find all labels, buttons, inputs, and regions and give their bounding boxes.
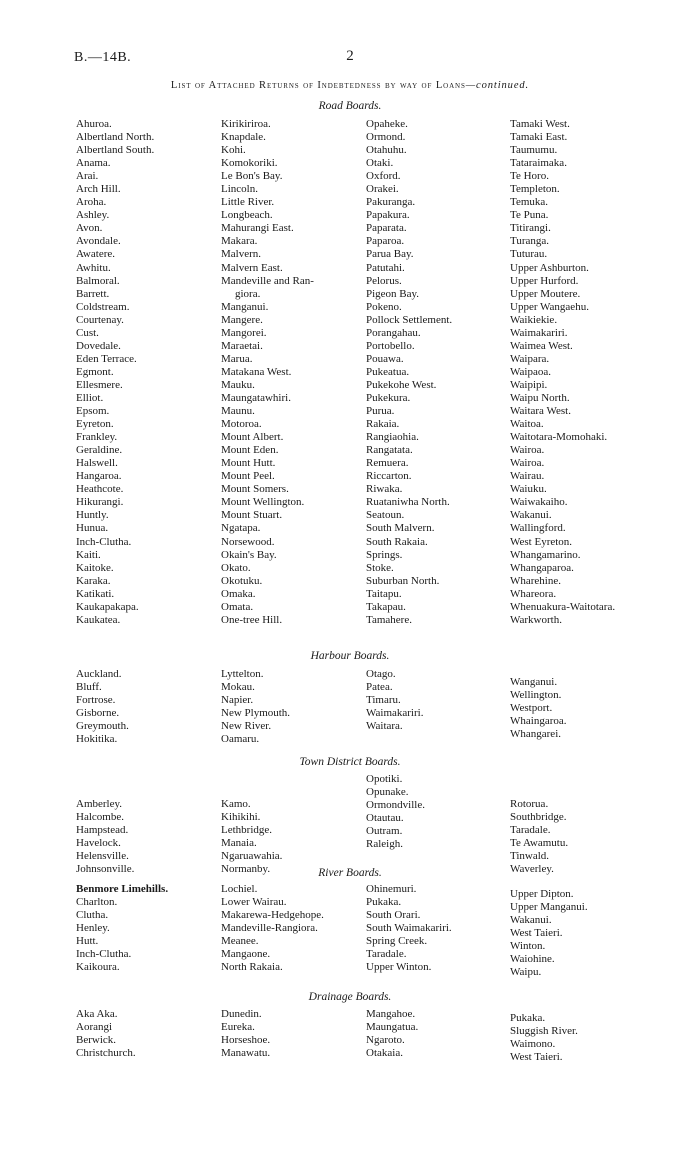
list-item: Waipu North. [510, 391, 570, 404]
list-item: Riccarton. [366, 470, 412, 483]
list-item: Avondale. [76, 235, 121, 248]
list-item: Aroha. [76, 196, 107, 209]
list-item: Normanby. [221, 863, 271, 876]
list-item: Awhitu. [76, 261, 111, 274]
list-item: Hikurangi. [76, 496, 124, 509]
list-item: Albertland South. [76, 144, 155, 157]
list-item: Spring Creek. [366, 935, 428, 948]
list-item: Frankley. [76, 431, 118, 444]
list-item: Tuturau. [510, 248, 548, 261]
list-item: South Rakaia. [366, 535, 428, 548]
list-item: Waitotara-Momohaki. [510, 431, 608, 444]
list-item: South Malvern. [366, 522, 435, 535]
river-col-2 [221, 883, 324, 974]
list-item: Winton. [510, 940, 546, 953]
list-item: Hangaroa. [76, 470, 122, 483]
list-item: Whenuakura-Waitotara. [510, 600, 616, 613]
list-item: Otahuhu. [366, 144, 407, 157]
list-item: Pokeno. [366, 300, 402, 313]
list-item: Halswell. [76, 457, 118, 470]
list-item: Waikiekie. [510, 313, 558, 326]
list-item: Upper Hurford. [510, 274, 579, 287]
list-item: Aka Aka. [76, 1008, 118, 1020]
list-item: Pukaka. [366, 896, 402, 909]
list-item: Maunu. [221, 405, 255, 418]
list-item: Halcombe. [76, 811, 124, 824]
list-item: Berwick. [76, 1034, 117, 1047]
list-item: Ellesmere. [76, 378, 123, 391]
list-item: Kamo. [221, 798, 251, 810]
list-item: Heathcote. [76, 483, 124, 496]
list-item: Waimakariri. [510, 326, 568, 339]
list-item: Upper Manganui. [510, 901, 588, 914]
list-item: Makara. [221, 235, 258, 248]
list-item: Mauku. [221, 378, 255, 391]
list-item: Omaka. [221, 587, 256, 600]
harbour-col-1 [76, 668, 129, 746]
list-item: Takapau. [366, 600, 406, 613]
list-item: Mokau. [221, 681, 255, 694]
list-item: Opotiki. [366, 773, 403, 785]
list-item: Eureka. [221, 1021, 255, 1034]
list-item: Kaitoke. [76, 561, 114, 574]
list-item: Tamahere. [366, 613, 412, 626]
list-item: Waimakariri. [366, 707, 424, 720]
list-item: Whangarei. [510, 728, 561, 741]
list-item: Karaka. [76, 574, 111, 587]
list-item: Mandeville-Rangiora. [221, 922, 318, 935]
section-town-district-boards [0, 754, 700, 770]
list-item: Komokoriki. [221, 157, 278, 170]
list-item: Mahurangi East. [221, 222, 294, 235]
list-item: Waipipi. [510, 378, 548, 391]
list-item: Upper Winton. [366, 961, 432, 974]
list-item: Westport. [510, 702, 553, 715]
list-item: Mangorei. [221, 326, 267, 339]
list-item: Henley. [76, 922, 110, 935]
list-item: Arch Hill. [76, 183, 121, 196]
list-item: Rangiaohia. [366, 431, 419, 444]
list-item: Anama. [76, 157, 111, 170]
list-item: Kirikiriroa. [221, 118, 271, 130]
list-item: Wakanui. [510, 914, 552, 927]
section-title: Town District Boards. [299, 756, 401, 768]
list-item: Stoke. [366, 561, 394, 574]
list-item: giora. [235, 287, 261, 300]
list-item: Waitara West. [510, 405, 571, 418]
list-item: Mount Peel. [221, 470, 275, 483]
harbour-col-4 [510, 676, 567, 741]
list-item: Taradale. [510, 824, 551, 837]
list-item: Albertland North. [76, 131, 155, 144]
list-item: Waimono. [510, 1038, 556, 1051]
list-item: Kaukatea. [76, 613, 121, 626]
list-item: Fortrose. [76, 694, 116, 707]
list-item: Charlton. [76, 896, 118, 909]
river-col-4 [510, 888, 588, 979]
list-item: Okain's Bay. [221, 548, 277, 561]
page-title [0, 80, 700, 91]
list-item: Manawatu. [221, 1047, 271, 1060]
title-continued: —continued. [465, 80, 530, 91]
list-item: Mangere. [221, 313, 263, 326]
list-item: Okotuku. [221, 574, 263, 587]
list-item: New Plymouth. [221, 707, 291, 720]
list-item: Otago. [366, 668, 396, 680]
list-item: Le Bon's Bay. [221, 170, 283, 183]
list-item: Malvern East. [221, 261, 283, 274]
road-col-4 [510, 118, 615, 627]
section-title: Drainage Boards. [308, 991, 392, 1003]
list-item: Temuka. [510, 196, 549, 209]
list-item: Geraldine. [76, 444, 123, 457]
list-item: Upper Moutere. [510, 287, 581, 300]
list-item: Motoroa. [221, 418, 262, 431]
drainage-col-4 [510, 1012, 578, 1064]
list-item: Paparoa. [366, 235, 405, 248]
section-harbour-boards [0, 648, 700, 664]
list-item: Taumumu. [510, 144, 558, 157]
list-item: Tamaki East. [510, 131, 568, 144]
list-item: Opunake. [366, 786, 409, 799]
list-item: Te Puna. [510, 209, 549, 222]
list-item: Pakuranga. [366, 196, 416, 209]
list-item: Pukeatua. [366, 365, 410, 378]
list-item: Manaia. [221, 837, 257, 850]
list-item: Coldstream. [76, 300, 130, 313]
list-item: Napier. [221, 694, 254, 707]
list-item: Maungatawhiri. [221, 391, 291, 404]
list-item: Upper Ashburton. [510, 261, 589, 274]
list-item: Waiohine. [510, 953, 555, 966]
list-item: Te Horo. [510, 170, 549, 183]
list-item: Seatoun. [366, 509, 405, 522]
list-item: Inch-Clutha. [76, 535, 132, 548]
list-item: Dovedale. [76, 339, 121, 352]
list-item: Oxford. [366, 170, 401, 183]
section-title: River Boards. [318, 867, 382, 879]
list-item: Elliot. [76, 391, 104, 404]
list-item: Raleigh. [366, 838, 403, 851]
document-reference: B.—14B. [74, 50, 132, 65]
list-item: New River. [221, 720, 272, 733]
list-item: Kaikoura. [76, 961, 120, 974]
list-item: Whaingaroa. [510, 715, 567, 728]
list-item: Ohinemuri. [366, 883, 417, 895]
list-item: Christchurch. [76, 1047, 136, 1060]
list-item: Wairau. [510, 470, 545, 483]
list-item: Hampstead. [76, 824, 129, 837]
list-item: Portobello. [366, 339, 415, 352]
drainage-col-3 [366, 1008, 418, 1060]
list-item: Horseshoe. [221, 1034, 271, 1047]
list-item: Warkworth. [510, 613, 562, 626]
list-item: Bluff. [76, 681, 102, 694]
list-item: Tataraimaka. [510, 157, 567, 170]
list-item: Mount Eden. [221, 444, 279, 457]
list-item: Te Awamutu. [510, 837, 569, 850]
list-item: Mangahoe. [366, 1008, 416, 1020]
list-item: Pouawa. [366, 352, 404, 365]
section-river-boards [0, 865, 700, 881]
list-item: Amberley. [76, 798, 123, 810]
list-item: Dunedin. [221, 1008, 262, 1020]
list-item: Avon. [76, 222, 103, 235]
list-item: Titirangi. [510, 222, 551, 235]
list-item: Rotorua. [510, 798, 549, 810]
list-item: Pigeon Bay. [366, 287, 420, 300]
road-col-3 [366, 118, 452, 627]
list-item: Lyttelton. [221, 668, 264, 680]
list-item: Upper Wangaehu. [510, 300, 589, 313]
list-item: Mount Wellington. [221, 496, 305, 509]
list-item: Wakanui. [510, 509, 552, 522]
list-item: Otakaia. [366, 1047, 403, 1060]
list-item: Awatere. [76, 248, 115, 261]
harbour-col-2 [221, 668, 290, 746]
list-item: Wanganui. [510, 676, 558, 688]
list-item: Eden Terrace. [76, 352, 137, 365]
list-item: Mount Hutt. [221, 457, 276, 470]
list-item: Sluggish River. [510, 1025, 578, 1038]
list-item: Malvern. [221, 248, 262, 261]
list-item: Wallingford. [510, 522, 566, 535]
list-item: Wairoa. [510, 457, 545, 470]
list-item: North Rakaia. [221, 961, 283, 974]
list-item: Timaru. [366, 694, 401, 707]
list-item: Rakaia. [366, 418, 400, 431]
list-item: Hutt. [76, 935, 99, 948]
list-item: Paparata. [366, 222, 407, 235]
section-title: Road Boards. [318, 100, 382, 112]
list-item: Waitara. [366, 720, 403, 733]
section-road-boards [0, 98, 700, 114]
list-item: Egmont. [76, 365, 114, 378]
list-item: West Eyreton. [510, 535, 573, 548]
section-drainage-boards [0, 989, 700, 1005]
list-item: Matakana West. [221, 365, 292, 378]
list-item: Opaheke. [366, 118, 408, 130]
list-item: Remuera. [366, 457, 409, 470]
list-item: Courtenay. [76, 313, 124, 326]
list-item: Ahuroa. [76, 118, 112, 130]
list-item: Omata. [221, 600, 254, 613]
list-item: Whangamarino. [510, 548, 581, 561]
list-item: Otautau. [366, 812, 404, 825]
list-item: South Orari. [366, 909, 421, 922]
list-item: Purua. [366, 405, 395, 418]
list-item: Whareora. [510, 587, 557, 600]
list-item: One-tree Hill. [221, 613, 283, 626]
list-item: Arai. [76, 170, 99, 183]
list-item: Epsom. [76, 405, 110, 418]
list-item: Templeton. [510, 183, 560, 196]
list-item: Inch-Clutha. [76, 948, 132, 961]
river-col-1 [76, 883, 168, 974]
list-item: Eyreton. [76, 418, 114, 431]
list-item: South Waimakariri. [366, 922, 452, 935]
list-item: Porangahau. [366, 326, 421, 339]
list-item: Hokitika. [76, 733, 118, 746]
road-col-1 [76, 118, 154, 627]
list-item: Ashley. [76, 209, 110, 222]
list-item: Wellington. [510, 689, 562, 702]
list-item: Ngaruawahia. [221, 850, 283, 863]
list-item: Pukekura. [366, 391, 411, 404]
list-item: Kihikihi. [221, 811, 261, 824]
list-item: Taradale. [366, 948, 407, 961]
list-item: Waitoa. [510, 418, 544, 431]
list-item: Waipu. [510, 966, 542, 979]
list-item: Upper Dipton. [510, 888, 574, 900]
list-item: Whangaparoa. [510, 561, 574, 574]
list-item: Barrett. [76, 287, 110, 300]
list-item: Outram. [366, 825, 403, 838]
list-item: Gisborne. [76, 707, 120, 720]
list-item: Waipaoa. [510, 365, 551, 378]
list-item: Havelock. [76, 837, 121, 850]
list-item: Helensville. [76, 850, 129, 863]
list-item: Riwaka. [366, 483, 403, 496]
list-item: Ruataniwha North. [366, 496, 450, 509]
list-item: Aorangi [76, 1021, 113, 1034]
list-item: Springs. [366, 548, 403, 561]
town-col-3 [366, 773, 425, 851]
list-item: Hunua. [76, 522, 109, 535]
list-item: Papakura. [366, 209, 410, 222]
list-item: West Taieri. [510, 1051, 563, 1064]
list-item: Waiwakaiho. [510, 496, 568, 509]
list-item: Pelorus. [366, 274, 402, 287]
list-item: Mount Stuart. [221, 509, 283, 522]
list-item: Benmore Limehills. [76, 883, 169, 895]
list-item: Mount Albert. [221, 431, 284, 444]
list-item: Otaki. [366, 157, 394, 170]
list-item: Waverley. [510, 863, 554, 876]
list-item: Oamaru. [221, 733, 260, 746]
list-item: Suburban North. [366, 574, 440, 587]
list-item: Taitapu. [366, 587, 402, 600]
list-item: Kaukapakapa. [76, 600, 139, 613]
list-item: Maraetai. [221, 339, 263, 352]
list-item: Tamaki West. [510, 118, 570, 130]
list-item: Meanee. [221, 935, 259, 948]
list-item: Parua Bay. [366, 248, 414, 261]
road-col-2 [221, 118, 314, 627]
list-item: Pukaka. [510, 1012, 546, 1024]
river-col-3 [366, 883, 452, 974]
list-item: Mandeville and Ran- [221, 274, 314, 287]
list-item: Lincoln. [221, 183, 258, 196]
list-item: Patutahi. [366, 261, 405, 274]
list-item: Greymouth. [76, 720, 129, 733]
list-item: Lethbridge. [221, 824, 273, 837]
list-item: Lochiel. [221, 883, 258, 895]
list-item: Katikati. [76, 587, 115, 600]
harbour-col-3 [366, 668, 423, 733]
list-item: Ormond. [366, 131, 406, 144]
list-item: Balmoral. [76, 274, 120, 287]
list-item: Ormondville. [366, 799, 425, 812]
list-item: Kaiti. [76, 548, 101, 561]
list-item: Longbeach. [221, 209, 273, 222]
list-item: Orakei. [366, 183, 399, 196]
list-item: Maungatua. [366, 1021, 419, 1034]
list-item: Auckland. [76, 668, 122, 680]
list-item: Lower Wairau. [221, 896, 287, 909]
list-item: West Taieri. [510, 927, 563, 940]
list-item: Clutha. [76, 909, 109, 922]
list-item: Manganui. [221, 300, 269, 313]
list-item: Wharehine. [510, 574, 561, 587]
list-item: Ngaroto. [366, 1034, 405, 1047]
list-item: Makarewa-Hedgehope. [221, 909, 324, 922]
list-item: Turanga. [510, 235, 550, 248]
drainage-col-2 [221, 1008, 270, 1060]
list-item: Mount Somers. [221, 483, 289, 496]
drainage-col-1 [76, 1008, 136, 1060]
list-item: Ngatapa. [221, 522, 261, 535]
list-item: Pollock Settlement. [366, 313, 453, 326]
list-item: Okato. [221, 561, 251, 574]
list-item: Marua. [221, 352, 253, 365]
list-item: Waipara. [510, 352, 550, 365]
list-item: Johnsonville. [76, 863, 135, 876]
list-item: Kohi. [221, 144, 246, 157]
list-item: Cust. [76, 326, 99, 339]
list-item: Rangatata. [366, 444, 413, 457]
list-item: Wairoa. [510, 444, 545, 457]
list-item: Huntly. [76, 509, 109, 522]
list-item: Waimea West. [510, 339, 573, 352]
list-item: Southbridge. [510, 811, 567, 824]
list-item: Patea. [366, 681, 393, 694]
section-title: Harbour Boards. [310, 650, 390, 662]
list-item: Little River. [221, 196, 275, 209]
list-item: Knapdale. [221, 131, 266, 144]
page-number: 2 [346, 48, 354, 64]
list-item: Pukekohe West. [366, 378, 437, 391]
title-main: List of Attached Returns of Indebtedness by way of Loans [170, 80, 466, 91]
list-item: Norsewood. [221, 535, 275, 548]
list-item: Tinwald. [510, 850, 550, 863]
list-item: Waiuku. [510, 483, 547, 496]
list-item: Mangaone. [221, 948, 271, 961]
